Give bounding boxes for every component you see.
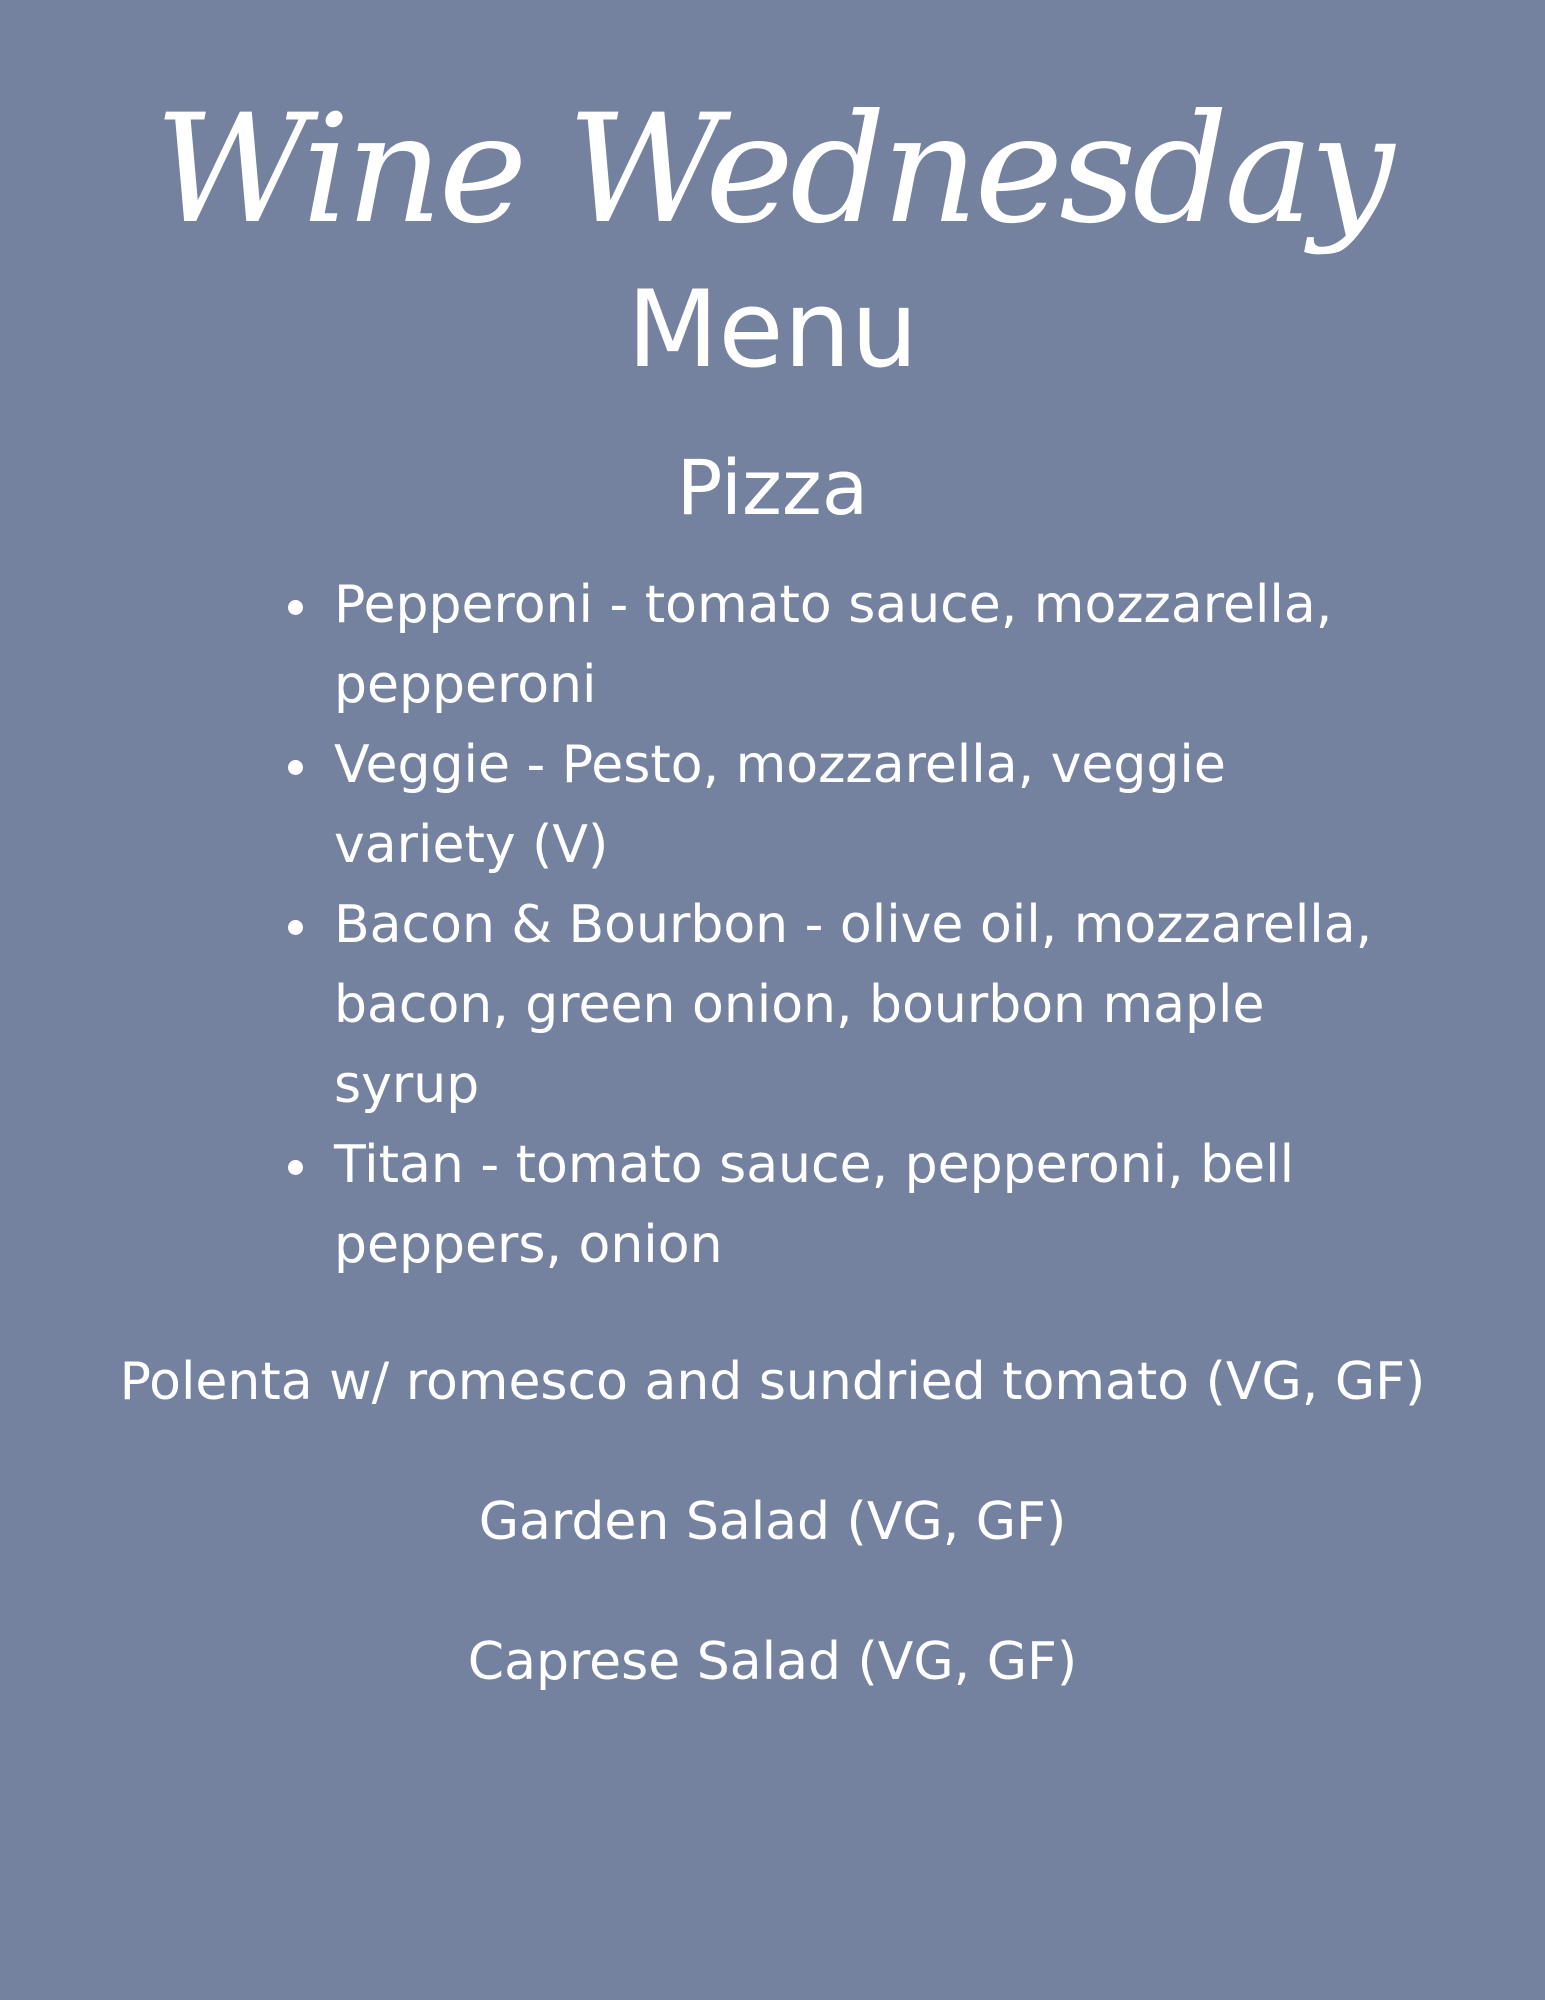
script-title: Wine Wednesday	[154, 83, 1391, 257]
pizza-item-veggie	[270, 725, 1400, 885]
pizza-list	[270, 565, 1400, 1285]
pizza-item-text: Pepperoni - tomato sauce, mozzarella, pepperoni	[334, 575, 1333, 715]
bullet-icon	[288, 920, 303, 935]
side-caprese-salad: Caprese Salad (VG, GF)	[467, 1632, 1078, 1692]
pizza-item-titan	[270, 1125, 1400, 1285]
pizza-heading: Pizza	[676, 443, 869, 532]
side-garden-salad: Garden Salad (VG, GF)	[478, 1492, 1067, 1552]
bullet-icon	[288, 760, 303, 775]
pizza-item-pepperoni	[270, 565, 1400, 725]
pizza-item-bacon-bourbon	[270, 885, 1400, 1125]
side-polenta: Polenta w/ romesco and sundried tomato (VG, GF)	[119, 1352, 1426, 1412]
bullet-icon	[288, 600, 303, 615]
menu-title: Menu	[626, 268, 919, 391]
bullet-icon	[288, 1160, 303, 1175]
pizza-item-text: Titan - tomato sauce, pepperoni, bell peppers, onion	[334, 1135, 1295, 1275]
pizza-item-text: Veggie - Pesto, mozzarella, veggie variety (V)	[334, 735, 1226, 875]
pizza-item-text: Bacon & Bourbon - olive oil, mozzarella, bacon, green onion, bourbon maple syrup	[334, 895, 1373, 1115]
